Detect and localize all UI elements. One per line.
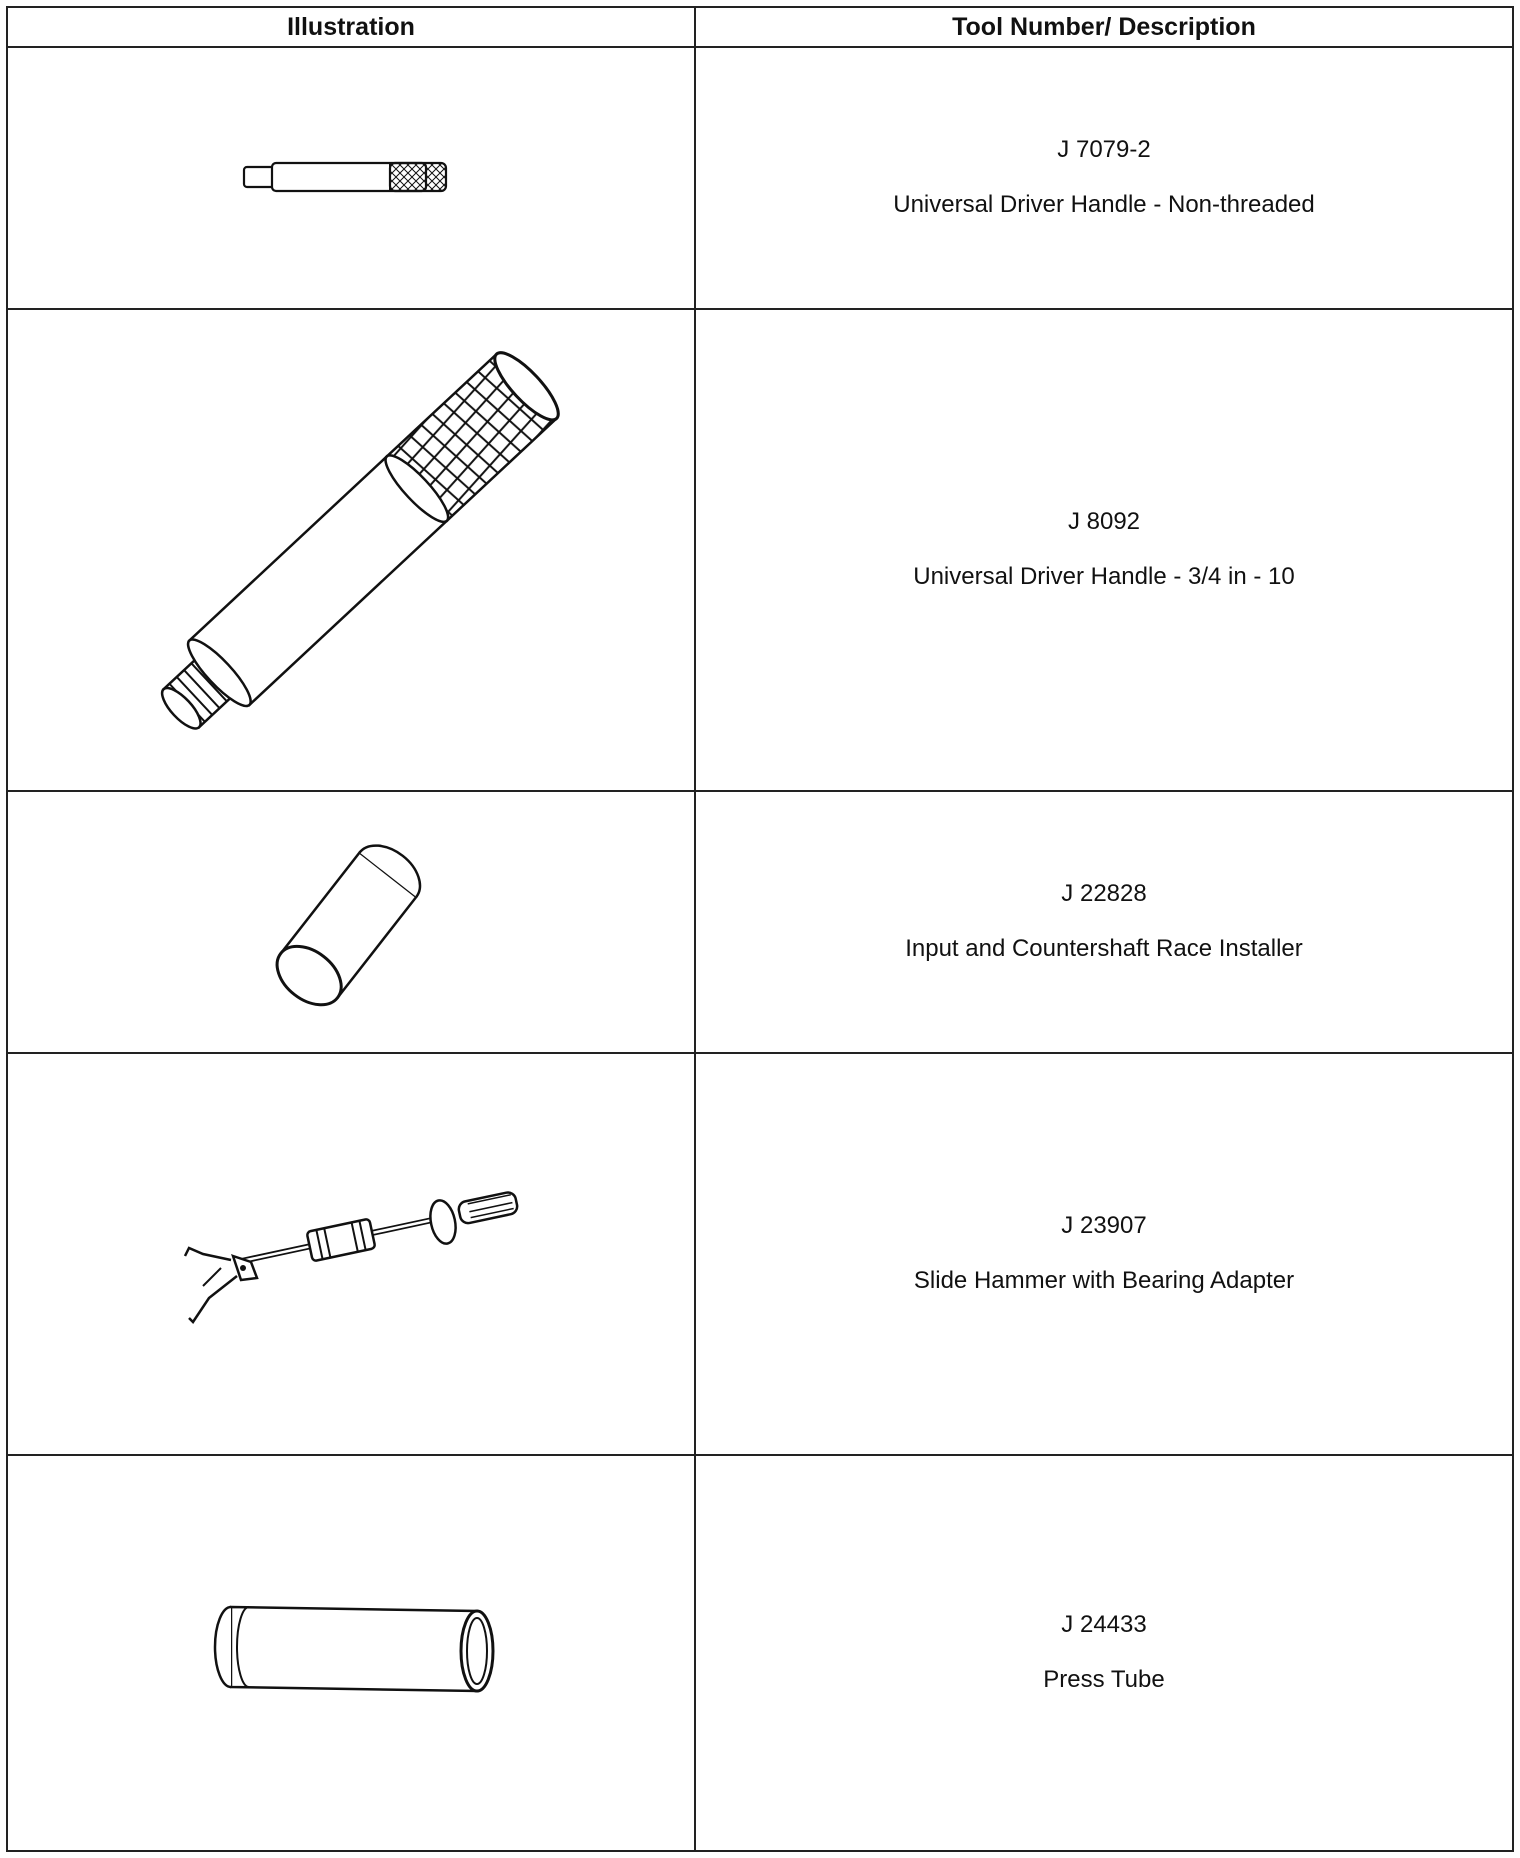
tool-description-cell	[695, 1455, 1513, 1851]
table-row	[7, 309, 1513, 791]
table-row	[7, 791, 1513, 1053]
tool-description-cell	[695, 47, 1513, 309]
tool-number: J 23907	[1061, 1212, 1147, 1240]
tool-number: J 24433	[1061, 1611, 1147, 1639]
tool-number: J 8092	[1067, 508, 1141, 536]
header-tool-number-description: Tool Number/ Description	[695, 7, 1513, 47]
press-tube-icon	[191, 1583, 511, 1723]
tool-description: Input and Countershaft Race Installer	[905, 935, 1303, 962]
tool-description: Press Tube	[1043, 1666, 1165, 1693]
tool-description-cell	[695, 791, 1513, 1053]
table-row	[7, 1053, 1513, 1455]
illustration-cell	[7, 309, 695, 791]
tool-description-cell	[695, 309, 1513, 791]
slide-hammer-icon	[171, 1184, 531, 1324]
tool-description: Slide Hammer with Bearing Adapter	[913, 1267, 1295, 1294]
illustration-cell	[7, 47, 695, 309]
table-row	[7, 47, 1513, 309]
special-tools-table	[6, 6, 1514, 1852]
illustration-cell	[7, 1455, 695, 1851]
illustration-cell	[7, 791, 695, 1053]
tool-description: Universal Driver Handle - Non-threaded	[893, 191, 1315, 218]
header-illustration: Illustration	[7, 7, 695, 47]
tool-description: Universal Driver Handle - 3/4 in - 10	[913, 563, 1295, 590]
driver-handle-threaded-icon	[121, 340, 581, 760]
table-header-row	[7, 7, 1513, 47]
tool-number: J 22828	[1061, 880, 1147, 908]
illustration-cell	[7, 1053, 695, 1455]
driver-handle-non-threaded-icon	[236, 153, 466, 203]
race-installer-icon	[261, 832, 441, 1012]
tool-number: J 7079-2	[1057, 136, 1151, 164]
tool-description-cell	[695, 1053, 1513, 1455]
table-row	[7, 1455, 1513, 1851]
